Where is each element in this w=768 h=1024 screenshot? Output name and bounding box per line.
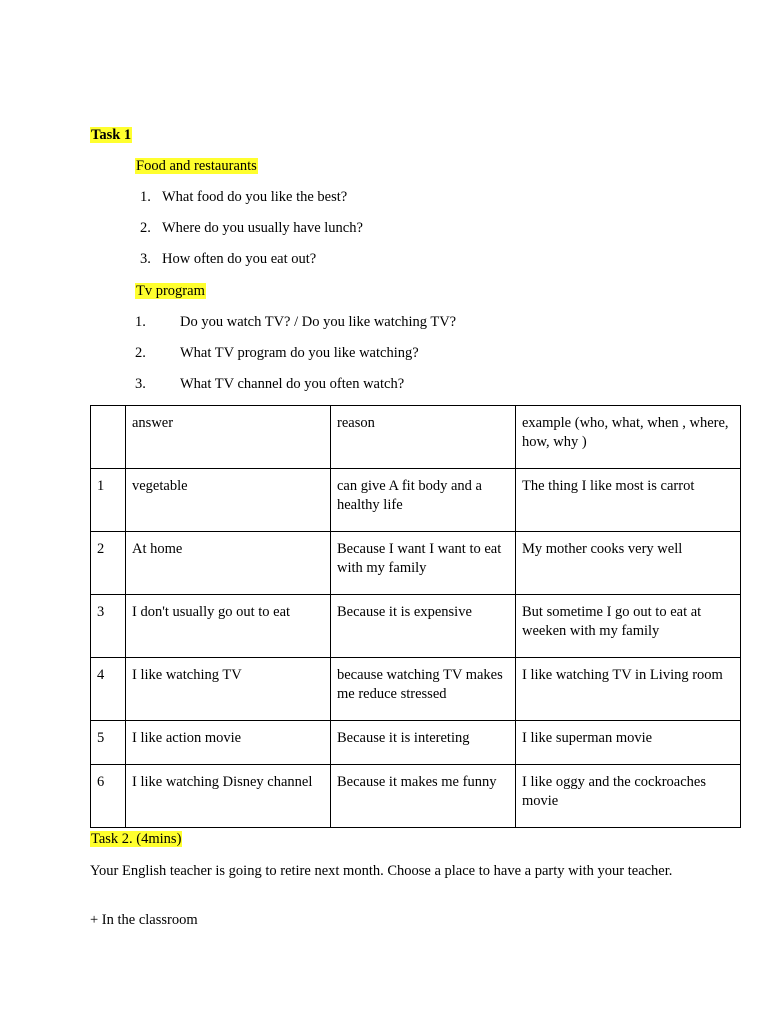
table-row [91,721,741,765]
tv-question-1-num: 1. [135,314,146,330]
food-question-2: Where do you usually have lunch? [162,220,363,236]
task2-prompt: Your English teacher is going to retire next month. Choose a place to have a party with your teacher. [90,863,673,879]
table-cell-answer: I like action movie [126,721,331,765]
food-question-3-num: 3. [140,251,151,267]
table-row [91,469,741,532]
task2-option-classroom: + In the classroom [90,912,198,928]
section-heading-tv [135,282,206,300]
table-cell-index: 5 [91,721,126,765]
section-heading-food [135,157,258,175]
table-row [91,532,741,595]
table-cell-example: I like superman movie [516,721,741,765]
table-cell-answer: I like watching TV [126,658,331,721]
tv-question-1: Do you watch TV? / Do you like watching TV? [180,314,457,330]
food-question-2-num: 2. [140,220,151,236]
table-cell-example: But sometime I go out to eat at weeken with my family [516,595,741,658]
table-cell-example: I like oggy and the cockroaches movie [516,765,741,828]
table-cell-index: 6 [91,765,126,828]
table-header-answer: answer [126,406,331,469]
table-row [91,595,741,658]
table-cell-example: The thing I like most is carrot [516,469,741,532]
section-heading-food-text: Food and restaurants [136,158,257,174]
table-cell-answer: I don't usually go out to eat [126,595,331,658]
table-cell-index: 3 [91,595,126,658]
tv-question-2: What TV program do you like watching? [180,345,419,361]
table-cell-example: I like watching TV in Living room [516,658,741,721]
table-cell-reason: Because it makes me funny [331,765,516,828]
table-cell-reason: Because it is intereting [331,721,516,765]
table-cell-answer: vegetable [126,469,331,532]
task1-title [90,126,132,144]
table-header-row [91,406,741,469]
table-cell-example: My mother cooks very well [516,532,741,595]
table-cell-reason: can give A fit body and a healthy life [331,469,516,532]
table-cell-answer: At home [126,532,331,595]
section-heading-tv-text: Tv program [136,283,205,299]
table-header-example: example (who, what, when , where, how, why ) [516,406,741,469]
table-cell-reason: Because it is expensive [331,595,516,658]
food-question-3: How often do you eat out? [162,251,317,267]
table-cell-reason: Because I want I want to eat with my family [331,532,516,595]
task2-title-text: Task 2. (4mins) [91,831,182,847]
table-row [91,765,741,828]
table-cell-reason: because watching TV makes me reduce stressed [331,658,516,721]
tv-question-3: What TV channel do you often watch? [180,376,405,392]
tv-question-3-num: 3. [135,376,146,392]
table-header-reason: reason [331,406,516,469]
table-cell-index: 2 [91,532,126,595]
tv-question-2-num: 2. [135,345,146,361]
table-cell-index: 4 [91,658,126,721]
task1-title-text: Task 1 [91,127,132,143]
answer-table [90,405,741,828]
table-cell-answer: I like watching Disney channel [126,765,331,828]
table-header-index [91,406,126,469]
food-question-1: What food do you like the best? [162,189,348,205]
task2-title [90,830,182,848]
table-row [91,658,741,721]
table-cell-index: 1 [91,469,126,532]
food-question-1-num: 1. [140,189,151,205]
